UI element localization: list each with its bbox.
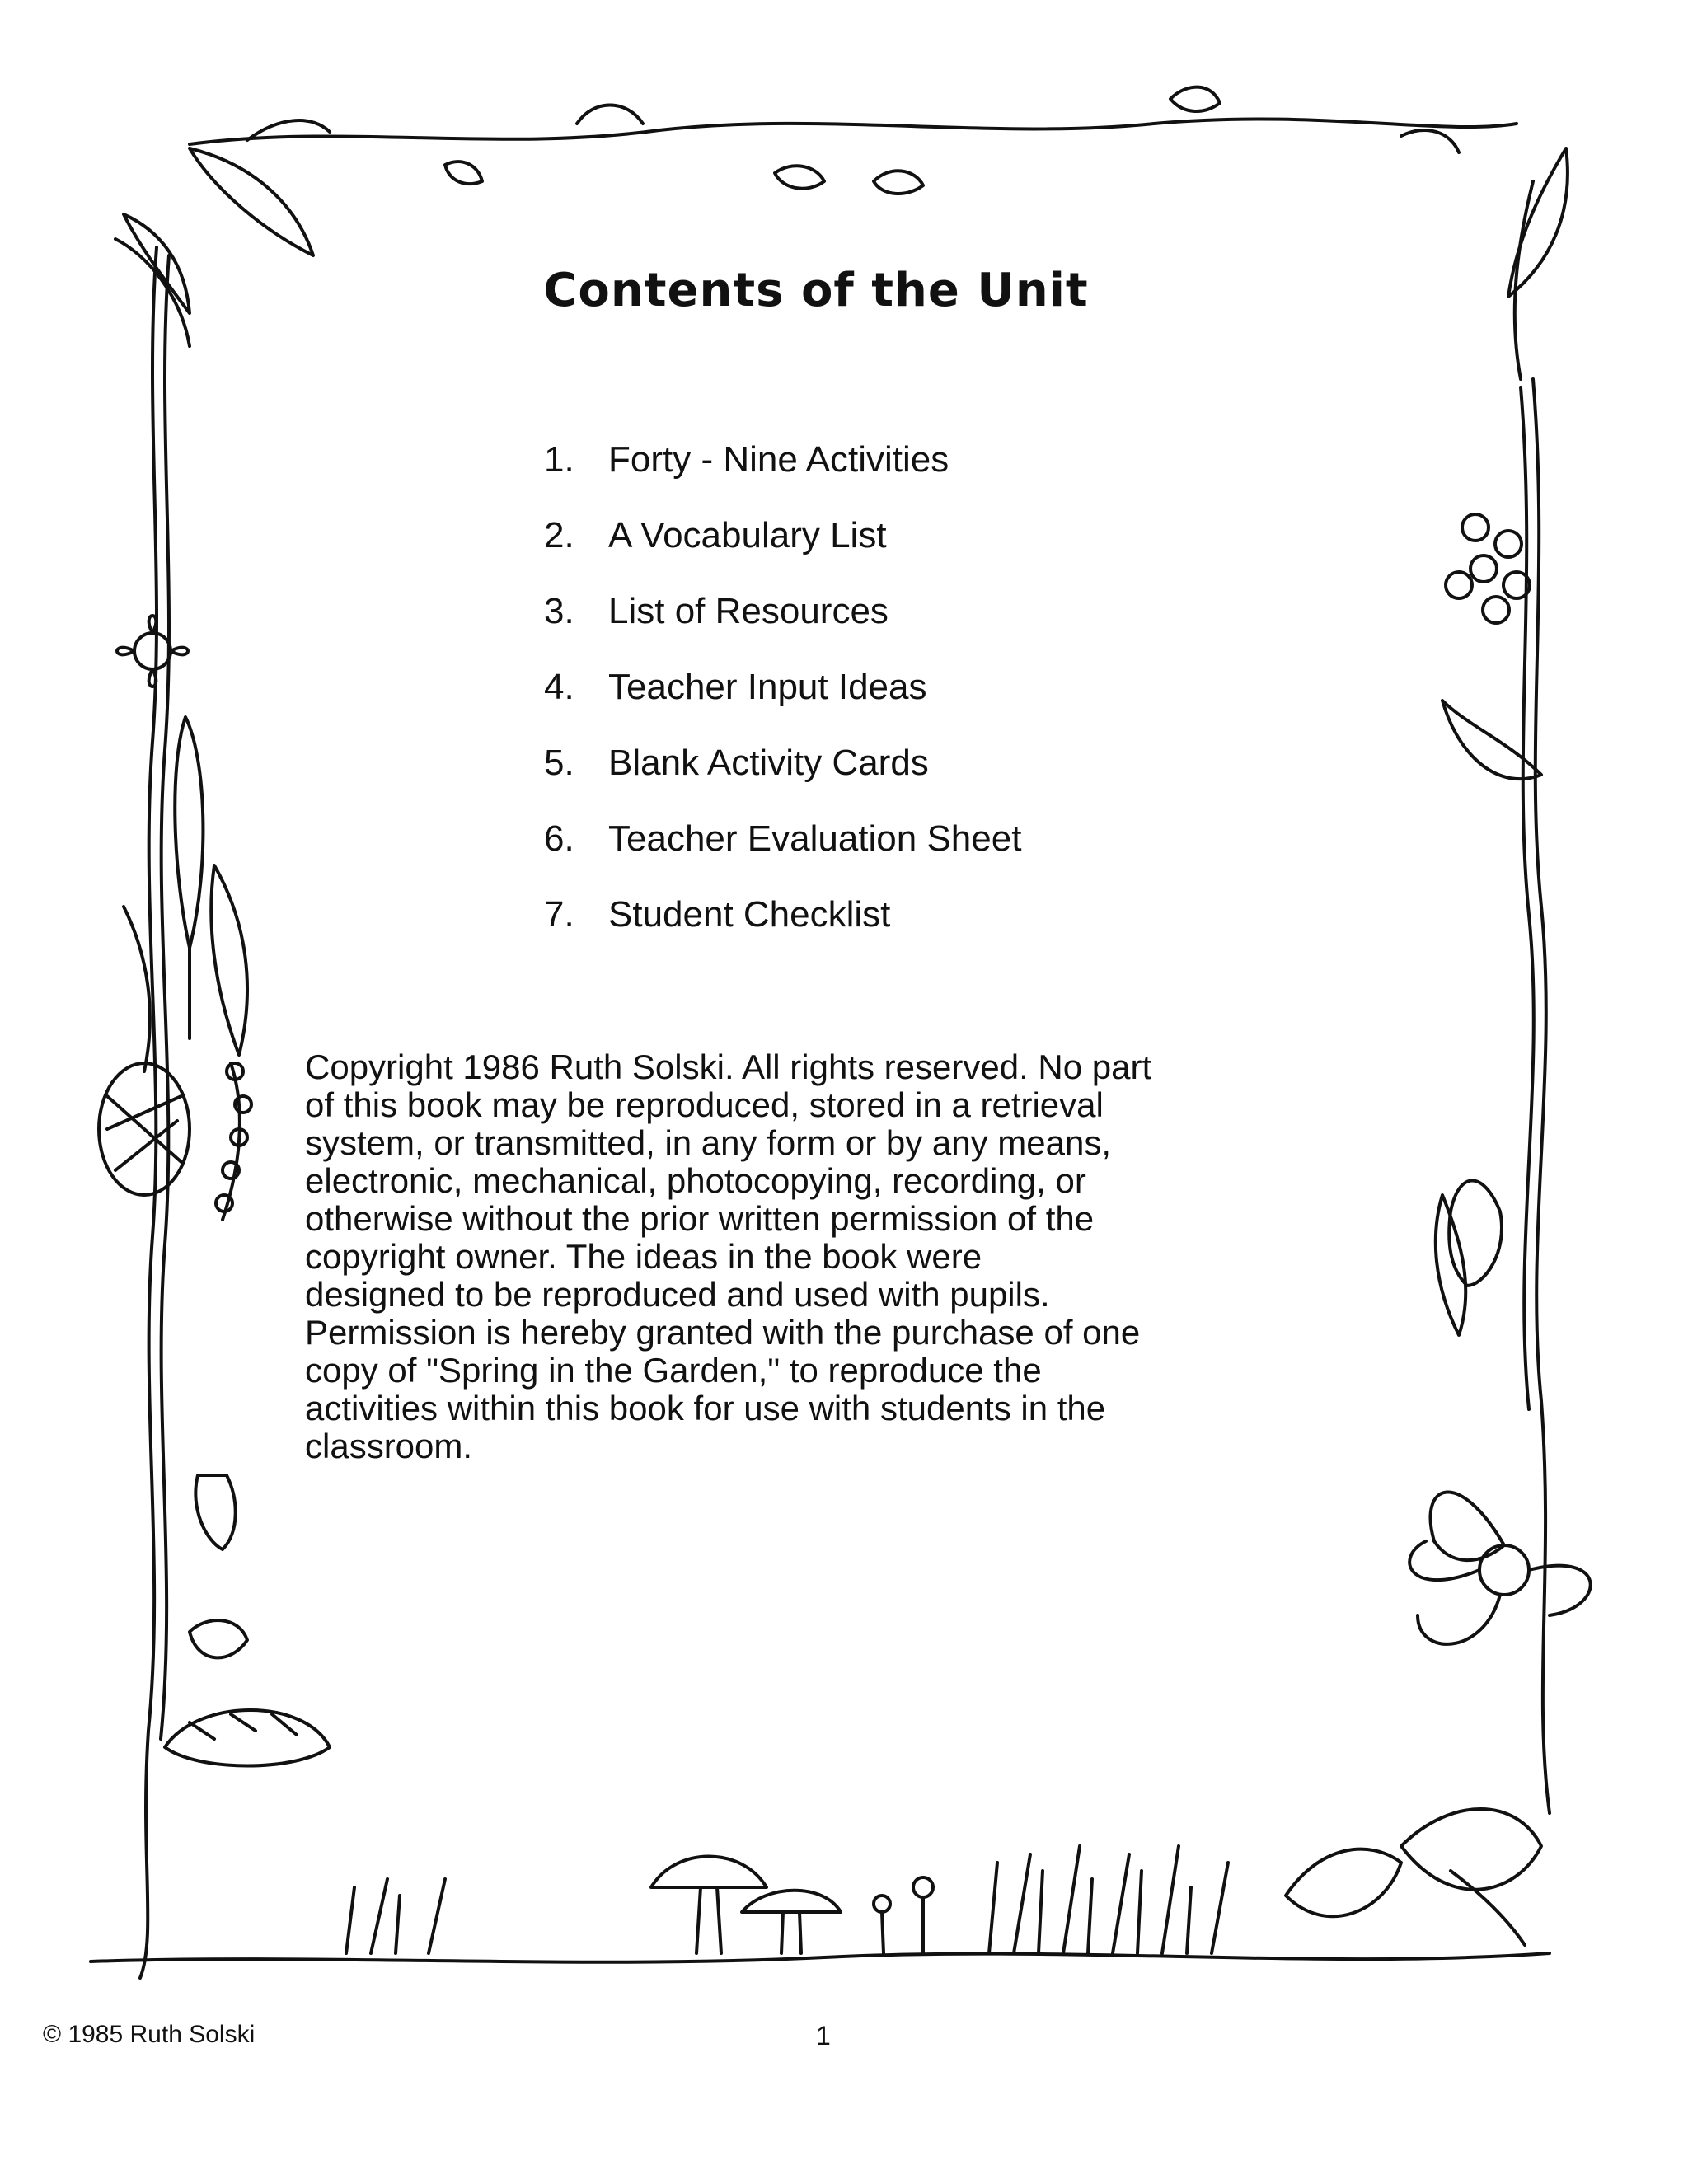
list-item-label: A Vocabulary List [608,515,887,555]
copyright-line: system, or transmitted, in any form or by any means, [305,1123,1112,1162]
copyright-line: copy of "Spring in the Garden," to reproduce the [305,1351,1042,1390]
list-item-label: List of Resources [608,591,889,631]
list-item-label: Teacher Input Ideas [608,667,927,707]
copyright-line: Permission is hereby granted with the purchase of one [305,1313,1141,1352]
list-item-number: 5. [544,743,574,783]
copyright-line: of this book may be reproduced, stored in a retrieval [305,1085,1104,1124]
list-item [544,733,1021,809]
contents-list [544,430,1021,961]
copyright-line: Copyright 1986 Ruth Solski. All rights reserved. No part [305,1047,1152,1086]
list-item-number: 4. [544,667,574,707]
copyright-line: otherwise without the prior written permission of the [305,1199,1095,1238]
copyright-line: designed to be reproduced and used with pupils. [305,1275,1050,1314]
list-item [544,430,1021,506]
list-item [544,658,1021,733]
list-item-label: Blank Activity Cards [608,743,929,783]
list-item [544,885,1021,961]
list-item-number: 6. [544,818,574,859]
copyright-line: copyright owner. The ideas in the book were [305,1237,982,1276]
list-item-label: Teacher Evaluation Sheet [608,818,1022,859]
list-item-label: Forty - Nine Activities [608,439,950,480]
footer-copyright: © 1985 Ruth Solski [43,2021,256,2048]
page-title: Contents of the Unit [543,264,1089,317]
list-item-number: 1. [544,439,574,480]
copyright-notice [305,1048,1409,1465]
list-item-number: 3. [544,591,574,631]
copyright-line: electronic, mechanical, photocopying, recording, or [305,1161,1086,1200]
list-item-number: 7. [544,894,574,935]
copyright-line: activities within this book for use with students in the [305,1389,1106,1427]
list-item-number: 2. [544,515,574,555]
list-item [544,809,1021,885]
list-item [544,506,1021,582]
list-item-label: Student Checklist [608,894,891,935]
page-number: 1 [816,2021,831,2050]
copyright-line: classroom. [305,1427,473,1465]
list-item [544,582,1021,658]
